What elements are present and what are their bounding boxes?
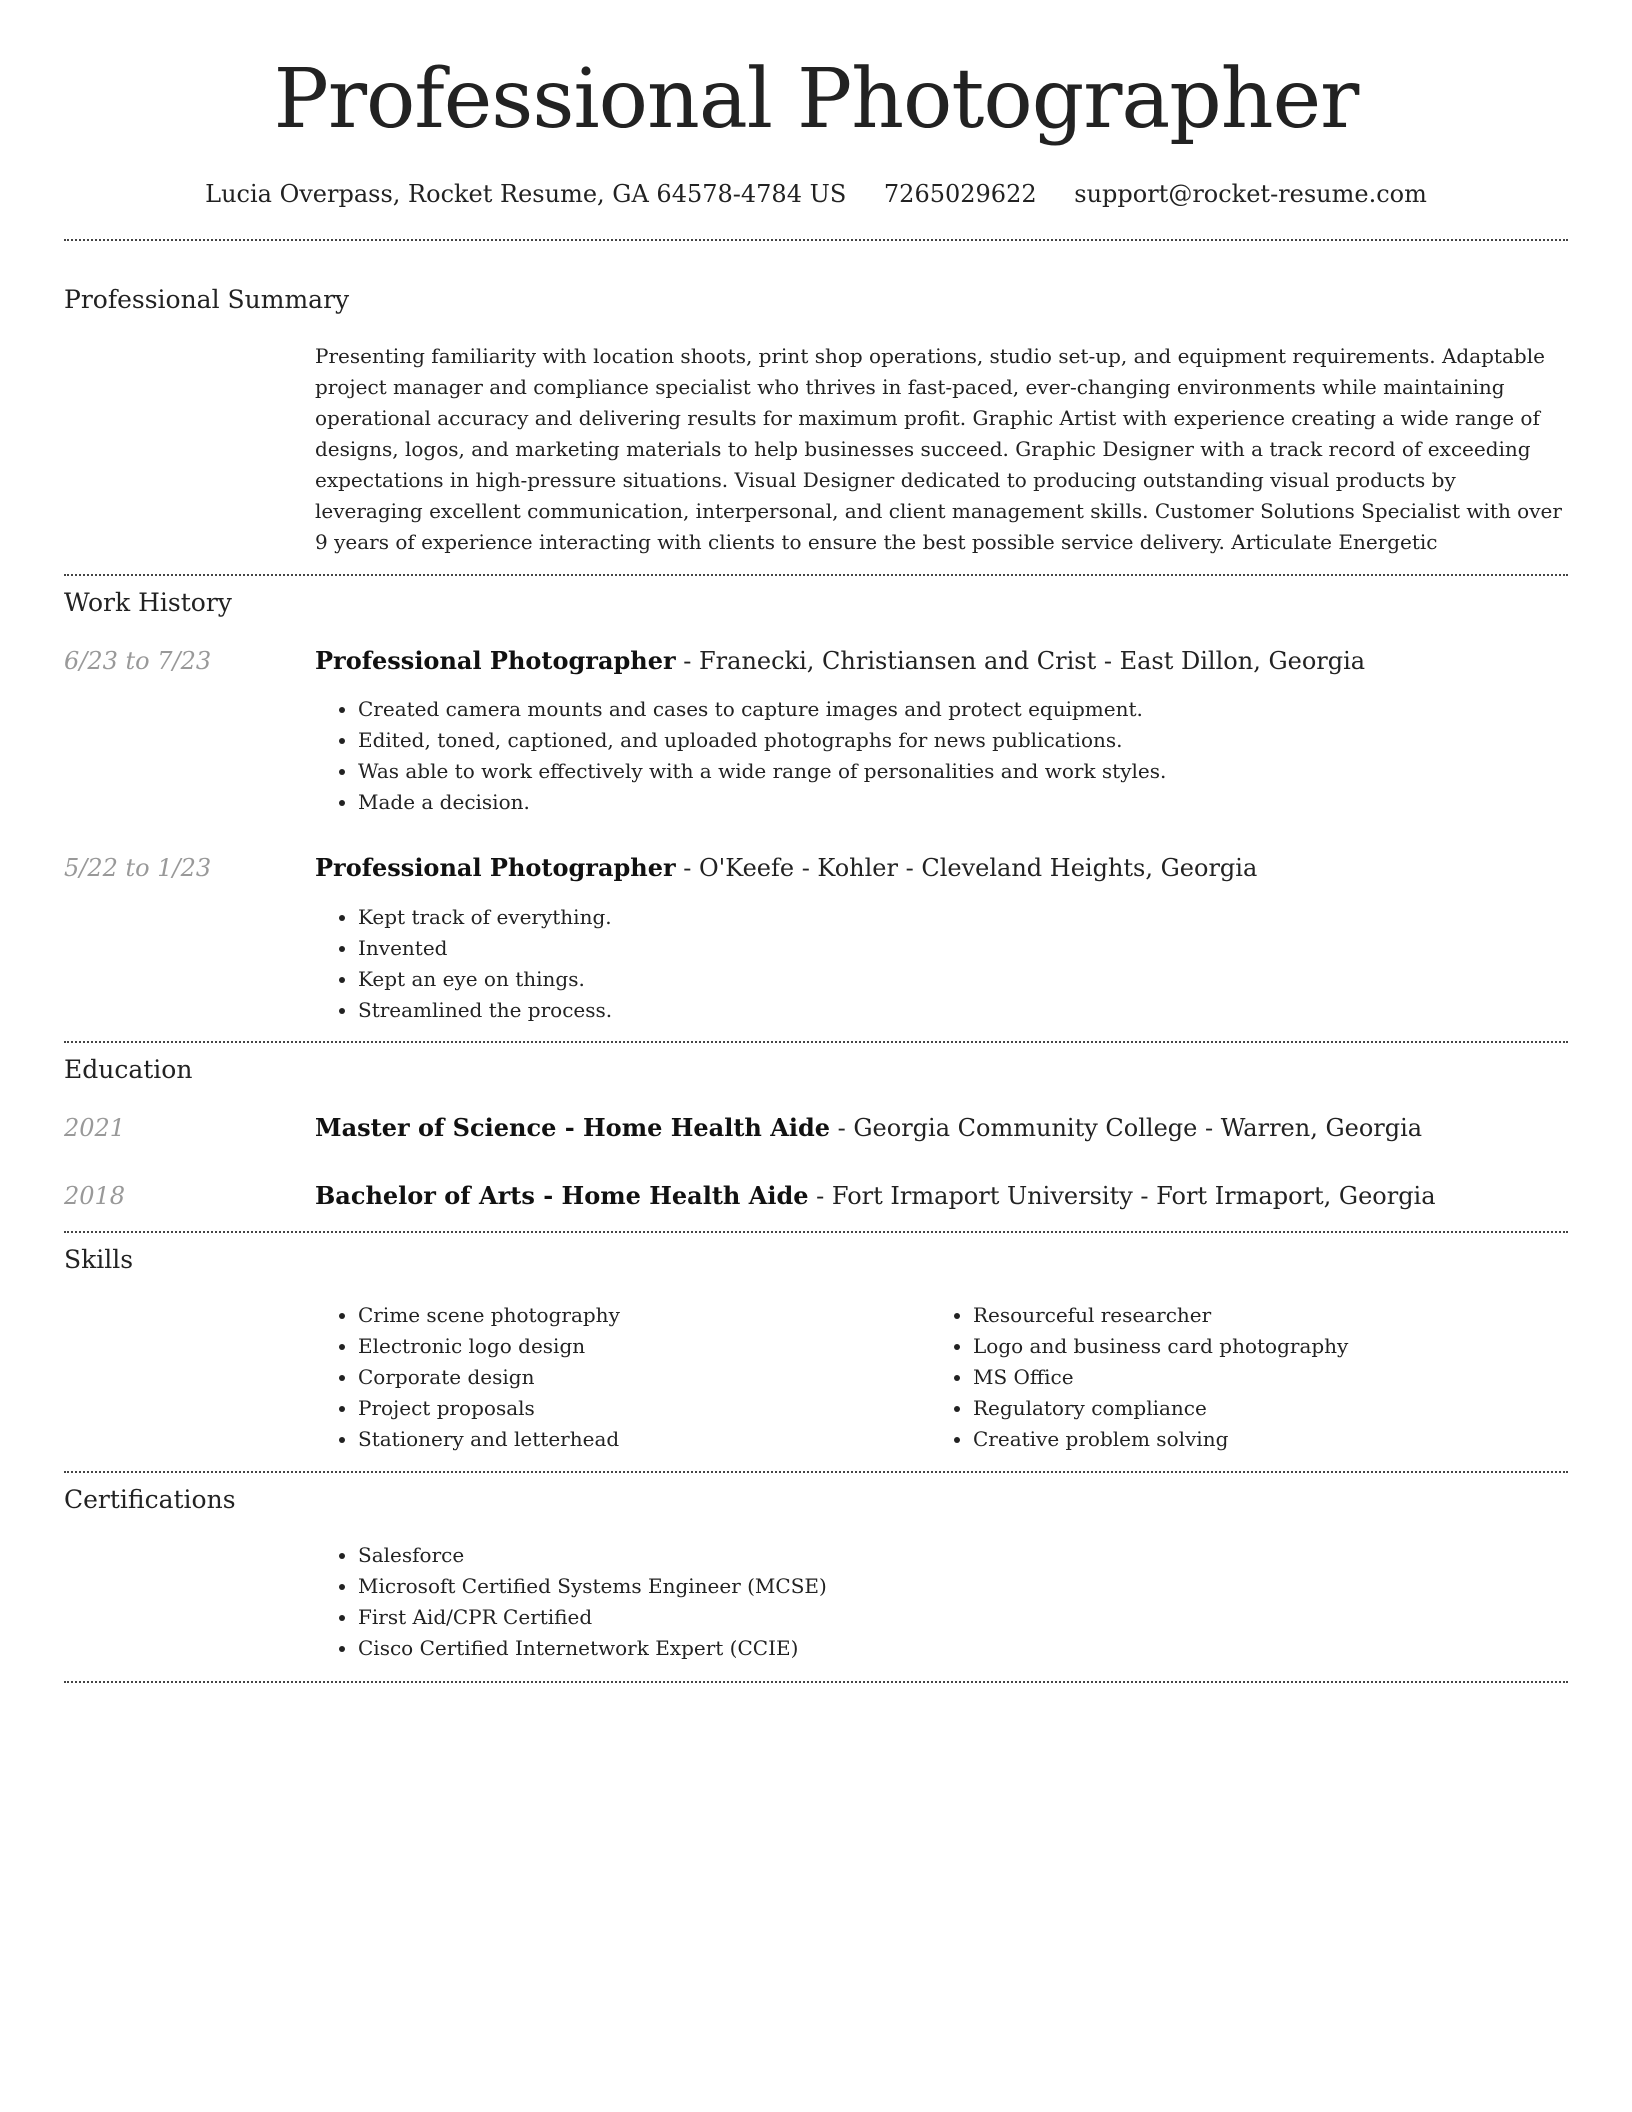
job-title: Professional Photographer bbox=[315, 853, 676, 882]
divider bbox=[64, 239, 1568, 241]
divider bbox=[64, 1231, 1568, 1233]
job-dates: 5/22 to 1/23 bbox=[64, 854, 212, 882]
contact-email: support@rocket-resume.com bbox=[1074, 180, 1427, 208]
section-heading-education: Education bbox=[64, 1055, 193, 1084]
list-item: • Stationery and letterhead bbox=[358, 1424, 918, 1455]
certifications-list bbox=[314, 1540, 1358, 1664]
contact-phone: 7265029622 bbox=[883, 180, 1037, 208]
list-item: • Invented bbox=[358, 933, 1558, 964]
list-item: • Kept track of everything. bbox=[358, 902, 1558, 933]
education-heading bbox=[315, 1180, 1568, 1212]
resume-header bbox=[64, 52, 1568, 210]
section-heading-skills: Skills bbox=[64, 1245, 134, 1274]
list-item: • Crime scene photography bbox=[358, 1300, 918, 1331]
section-heading-certifications: Certifications bbox=[64, 1485, 236, 1514]
list-item: • Project proposals bbox=[358, 1393, 918, 1424]
list-item: • Creative problem solving bbox=[973, 1424, 1573, 1455]
skills-list-left bbox=[314, 1300, 918, 1455]
list-item: • Regulatory compliance bbox=[973, 1393, 1573, 1424]
list-item: • Cisco Certified Internetwork Expert (CCIE) bbox=[358, 1633, 1358, 1664]
job-bullets bbox=[314, 694, 1558, 818]
list-item: • Resourceful researcher bbox=[973, 1300, 1573, 1331]
section-heading-work: Work History bbox=[64, 588, 232, 617]
list-item: • Was able to work effectively with a wide range of personalities and work styles. bbox=[358, 756, 1558, 787]
list-item: • Salesforce bbox=[358, 1540, 1358, 1571]
job-heading bbox=[315, 852, 1568, 884]
list-item: • Kept an eye on things. bbox=[358, 964, 1558, 995]
list-item: • Electronic logo design bbox=[358, 1331, 918, 1362]
list-item: • Edited, toned, captioned, and uploaded photographs for news publications. bbox=[358, 725, 1558, 756]
education-degree: Master of Science - Home Health Aide bbox=[315, 1113, 831, 1142]
list-item: • Made a decision. bbox=[358, 787, 1558, 818]
divider bbox=[64, 1471, 1568, 1473]
job-employer: - Franecki, Christiansen and Crist - East Dillon, Georgia bbox=[675, 647, 1366, 675]
education-heading bbox=[315, 1112, 1568, 1144]
job-bullets bbox=[314, 902, 1558, 1026]
skills-list-right bbox=[929, 1300, 1573, 1455]
divider bbox=[64, 1681, 1568, 1683]
contact-line bbox=[64, 178, 1568, 210]
divider bbox=[64, 574, 1568, 576]
job-dates: 6/23 to 7/23 bbox=[64, 647, 212, 675]
resume-title: Professional Photographer bbox=[273, 52, 1359, 147]
education-school: - Fort Irmaport University - Fort Irmaport, Georgia bbox=[808, 1182, 1436, 1210]
list-item: • Microsoft Certified Systems Engineer (MCSE) bbox=[358, 1571, 1358, 1602]
education-year: 2018 bbox=[64, 1182, 126, 1210]
education-school: - Georgia Community College - Warren, Georgia bbox=[830, 1114, 1423, 1142]
section-heading-summary: Professional Summary bbox=[64, 285, 350, 314]
job-employer: - O'Keefe - Kohler - Cleveland Heights, Georgia bbox=[675, 854, 1258, 882]
job-title: Professional Photographer bbox=[315, 646, 676, 675]
list-item: • Streamlined the process. bbox=[358, 995, 1558, 1026]
job-heading bbox=[315, 645, 1568, 677]
list-item: • MS Office bbox=[973, 1362, 1573, 1393]
list-item: • Logo and business card photography bbox=[973, 1331, 1573, 1362]
education-year: 2021 bbox=[64, 1114, 126, 1142]
education-degree: Bachelor of Arts - Home Health Aide bbox=[315, 1181, 809, 1210]
list-item: • Created camera mounts and cases to capture images and protect equipment. bbox=[358, 694, 1558, 725]
list-item: • First Aid/CPR Certified bbox=[358, 1602, 1358, 1633]
summary-text: Presenting familiarity with location shoots, print shop operations, studio set-up, and equipment requirements. Adaptable project manager and compliance specialist who thrives in fast-paced, ever-changing environments while maintaining operational accuracy and delivering results for maximum profit. Graphic Artist with experience creating a wide range of designs, logos, and marketing materials to help businesses succeed. Graphic Designer with a track record of exceeding expectations in high-pressure situations. Visual Designer dedicated to producing outstanding visual products by leveraging excellent communication, interpersonal, and client management skills. Customer Solutions Specialist with over 9 years of experience interacting with clients to ensure the best possible service delivery. Articulate Energetic bbox=[315, 344, 1562, 554]
list-item: • Corporate design bbox=[358, 1362, 918, 1393]
divider bbox=[64, 1041, 1568, 1043]
contact-address: Lucia Overpass, Rocket Resume, GA 64578-4784 US bbox=[205, 180, 847, 208]
